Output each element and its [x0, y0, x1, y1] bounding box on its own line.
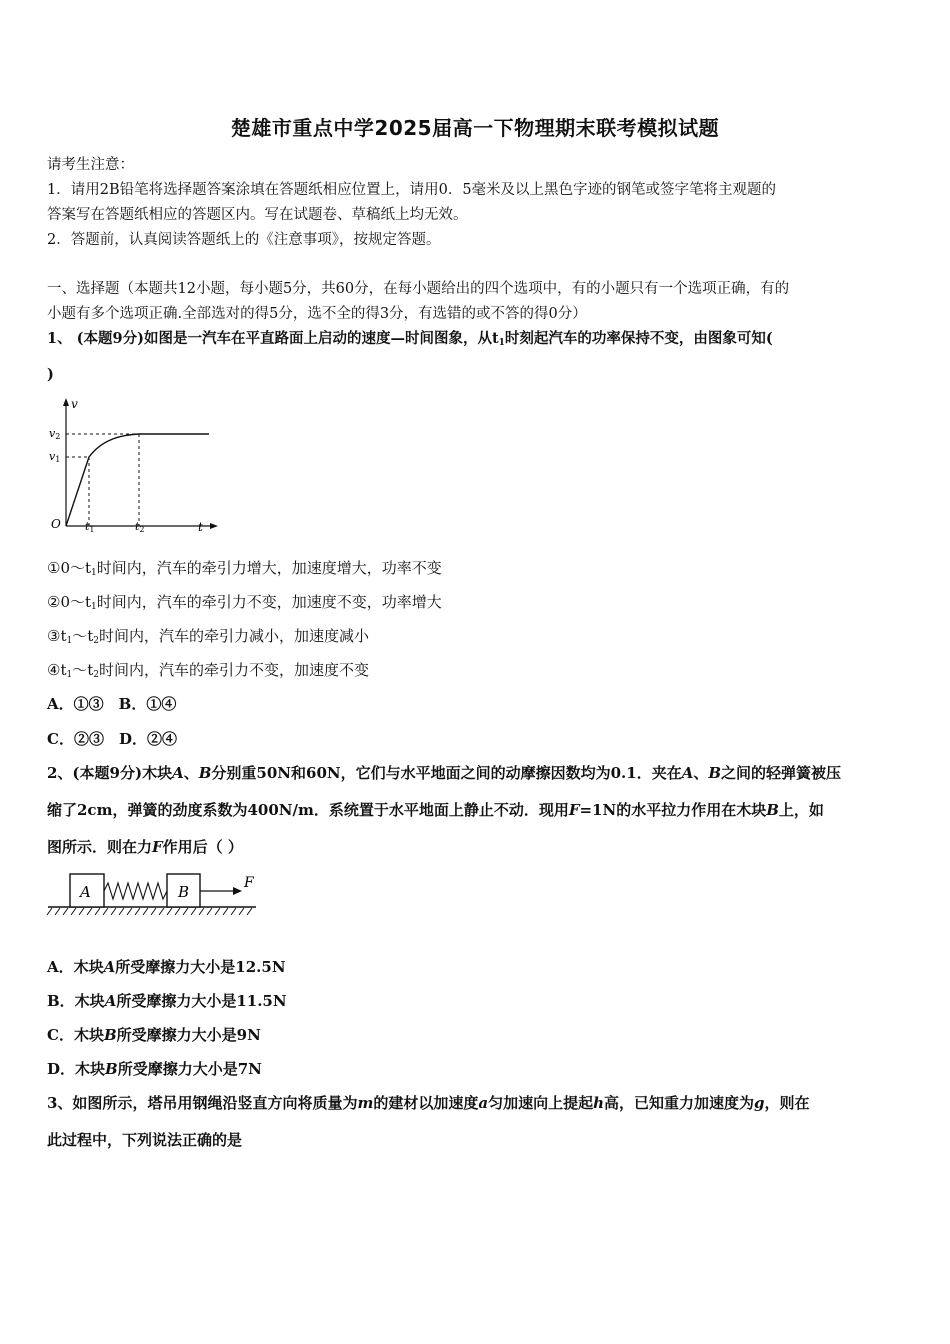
q3-stem-line2: 此过程中，下列说法正确的是 — [47, 1131, 243, 1149]
section-heading-line1: 一、选择题（本题共12小题，每小题5分，共60分，在每小题给出的四个选项中，有的小题只有一个选项正确，有的 — [47, 281, 790, 297]
fig-block-b-label: B — [178, 883, 190, 901]
notice-heading: 请考生注意： — [47, 157, 134, 173]
notice-item-1b: 答案写在答题纸相应的答题区内。写在试题卷、草稿纸上均无效。 — [47, 207, 468, 223]
q2-stem-line2: 缩了2cm，弹簧的劲度系数为400N/m．系统置于水平地面上静止不动．现用F=1N的水平拉力作用在木块B上，如 — [47, 801, 824, 819]
graph-t2-label: t2 — [135, 520, 145, 534]
graph-t-axis-label: t — [198, 520, 203, 534]
graph-v-axis-label: v — [71, 397, 78, 411]
q2-stem-line3: 图所示．则在力F作用后（ ） — [47, 838, 243, 856]
q1-stem: 1、 (本题9分)如图是一汽车在平直路面上启动的速度—时间图象，从$t_1$时刻起汽车的功率保持不变，由图象可知( — [47, 330, 773, 348]
q1-options-ab: A．①③ B．①④ — [47, 695, 177, 713]
q2-block-spring-figure — [46, 866, 261, 918]
graph-v2-label: v2 — [49, 427, 61, 441]
notice-item-1a: 1．请用2B铅笔将选择题答案涂填在答题纸相应位置上，请用0．5毫米及以上黑色字迹的钢笔或签字笔将主观题的 — [47, 182, 777, 198]
q1-statement-1: $①0\sim t_1$时间内，汽车的牵引力增大，加速度增大，功率不变 — [47, 559, 442, 578]
q2-option-c: C．木块B所受摩擦力大小是9N — [47, 1026, 261, 1044]
notice-item-2: 2．答题前，认真阅读答题纸上的《注意事项》，按规定答题。 — [47, 232, 441, 248]
q2-stem-line1: 2、(本题9分)木块A、B分别重50N和60N，它们与水平地面之间的动摩擦因数均为0.1．夹在A、B之间的轻弹簧被压 — [47, 764, 842, 782]
graph-origin-label: O — [51, 517, 61, 531]
graph-t1-label: t1 — [85, 520, 95, 534]
fig-force-label: F — [244, 875, 254, 891]
q2-option-b: B．木块A所受摩擦力大小是11.5N — [47, 992, 287, 1010]
q2-option-d: D．木块B所受摩擦力大小是7N — [47, 1060, 262, 1078]
q1-statement-2: $②0\sim t_1$时间内，汽车的牵引力不变，加速度不变，功率增大 — [47, 593, 442, 612]
page-title: 楚雄市重点中学2025届高一下物理期末联考模拟试题 — [230, 116, 720, 140]
q1-statement-4: $④t_1\sim t_2$时间内，汽车的牵引力不变，加速度不变 — [47, 661, 369, 680]
graph-v1-label: v1 — [49, 450, 61, 464]
q1-statement-3: $③t_1\sim t_2$时间内，汽车的牵引力减小，加速度减小 — [47, 627, 369, 646]
q1-velocity-time-graph — [46, 396, 221, 540]
q1-stem-close: ) — [47, 366, 54, 383]
q3-stem-line1: 3、如图所示，塔吊用钢绳沿竖直方向将质量为m的建材以加速度a匀加速向上提起h高，已知重力加速度为g，则在 — [47, 1094, 810, 1112]
section-heading-line2: 小题有多个选项正确.全部选对的得5分，选不全的得3分，有选错的或不答的得0分） — [47, 306, 587, 322]
fig-block-a-label: A — [80, 883, 91, 901]
q2-option-a: A．木块A所受摩擦力大小是12.5N — [47, 958, 286, 976]
q1-options-cd: C．②③ D．②④ — [47, 730, 177, 748]
